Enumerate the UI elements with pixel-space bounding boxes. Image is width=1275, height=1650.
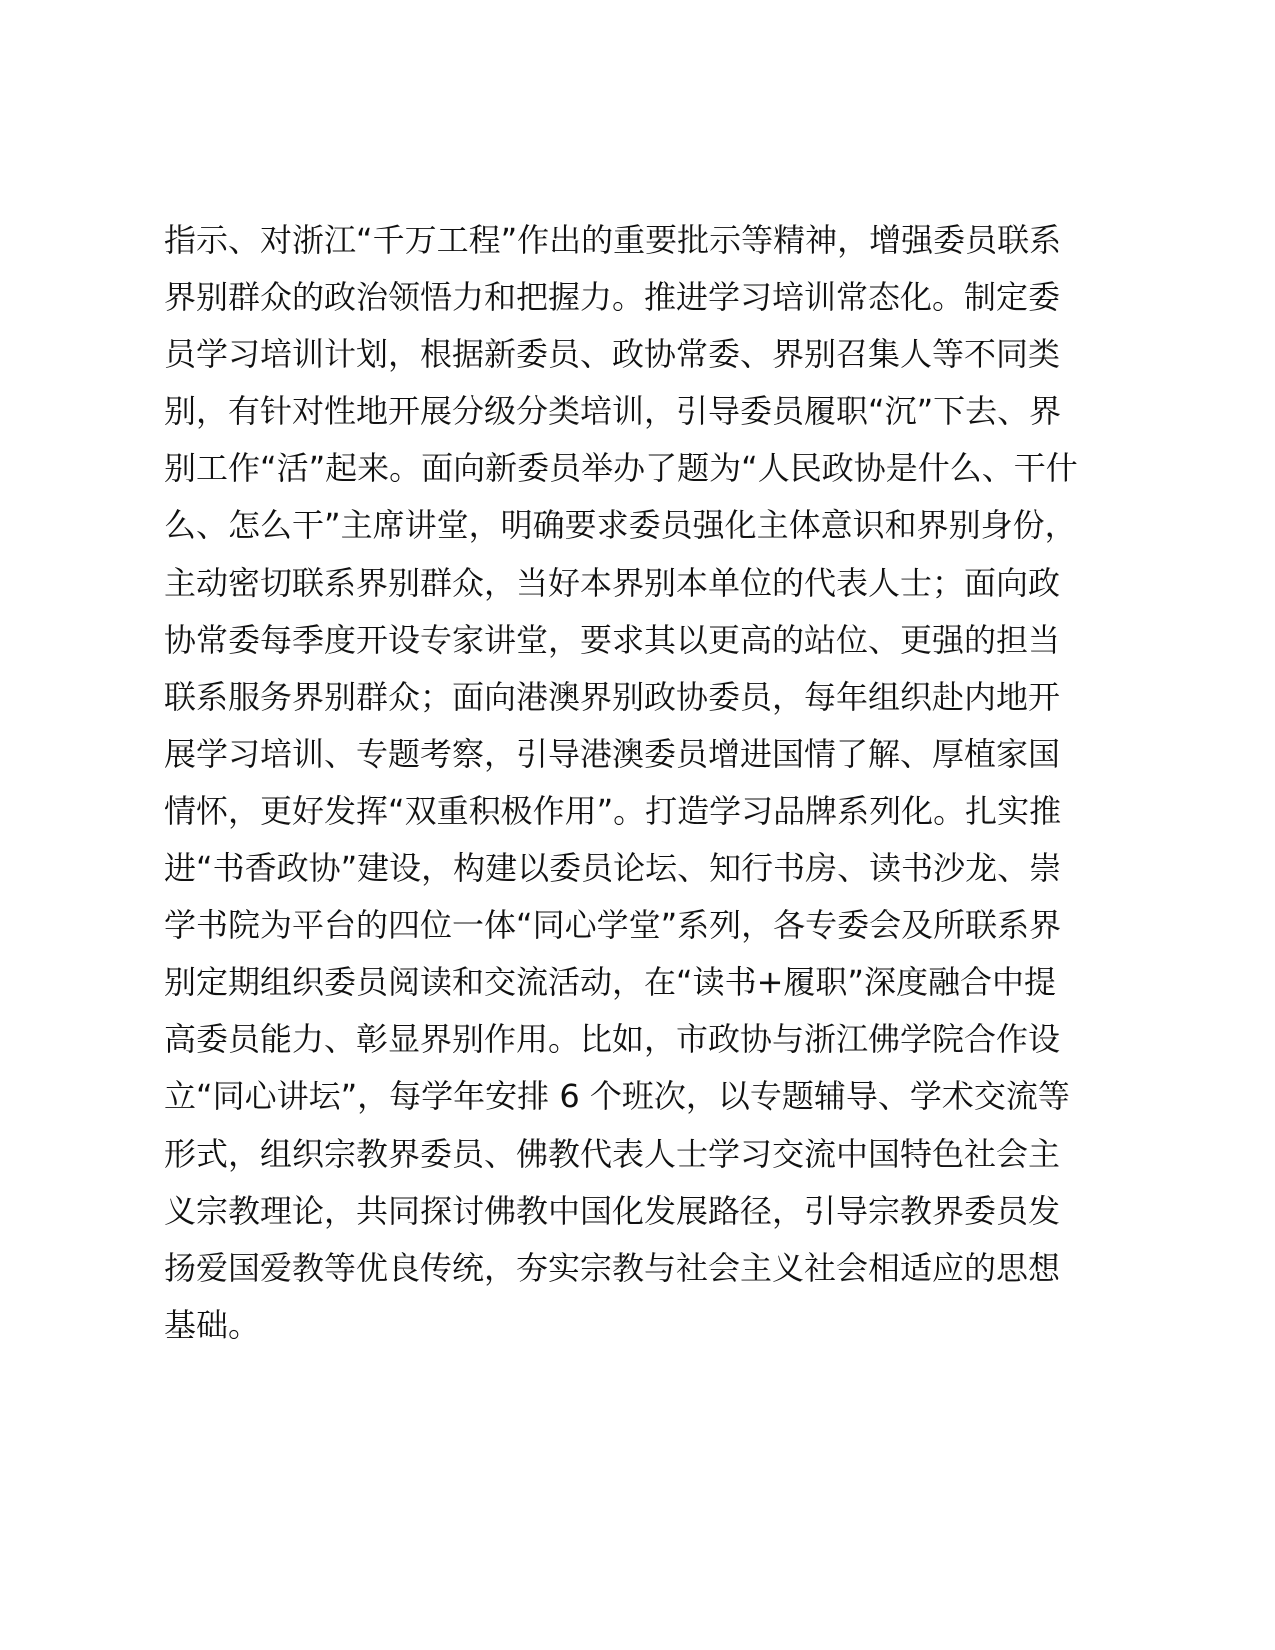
text-line: 么、怎么干”主席讲堂，明确要求委员强化主体意识和界别身份， xyxy=(164,506,1077,545)
text-line: 员学习培训计划，根据新委员、政协常委、界别召集人等不同类 xyxy=(164,335,1061,374)
text-line: 立“同心讲坛”，每学年安排 6 个班次，以专题辅导、学术交流等 xyxy=(164,1077,1070,1116)
text-line: 展学习培训、专题考察，引导港澳委员增进国情了解、厚植家国 xyxy=(164,734,1061,773)
text-line: 高委员能力、彰显界别作用。比如，市政协与浙江佛学院合作设 xyxy=(164,1020,1061,1059)
body-paragraph xyxy=(164,212,1124,1354)
text-line: 形式，组织宗教界委员、佛教代表人士学习交流中国特色社会主 xyxy=(164,1134,1061,1173)
text-line: 别，有针对性地开展分级分类培训，引导委员履职“沉”下去、界 xyxy=(164,392,1062,431)
text-line: 界别群众的政治领悟力和把握力。推进学习培训常态化。制定委 xyxy=(164,278,1061,317)
text-line: 别定期组织委员阅读和交流活动，在“读书+履职”深度融合中提 xyxy=(164,963,1056,1002)
text-line: 扬爱国爱教等优良传统，夯实宗教与社会主义社会相适应的思想 xyxy=(164,1248,1061,1287)
text-line: 进“书香政协”建设，构建以委员论坛、知行书房、读书沙龙、崇 xyxy=(164,849,1062,888)
text-line: 基础。 xyxy=(164,1305,261,1344)
text-line: 联系服务界别群众；面向港澳界别政协委员，每年组织赴内地开 xyxy=(164,677,1061,716)
text-line: 学书院为平台的四位一体“同心学堂”系列，各专委会及所联系界 xyxy=(164,906,1062,945)
text-line: 别工作“活”起来。面向新委员举办了题为“人民政协是什么、干什 xyxy=(164,449,1078,488)
text-line: 主动密切联系界别群众，当好本界别本单位的代表人士；面向政 xyxy=(164,563,1061,602)
text-line: 指示、对浙江“千万工程”作出的重要批示等精神，增强委员联系 xyxy=(164,221,1062,259)
text-line: 义宗教理论，共同探讨佛教中国化发展路径，引导宗教界委员发 xyxy=(164,1191,1061,1230)
text-line: 协常委每季度开设专家讲堂，要求其以更高的站位、更强的担当 xyxy=(164,620,1061,659)
text-line: 情怀，更好发挥“双重积极作用”。打造学习品牌系列化。扎实推 xyxy=(164,791,1062,830)
